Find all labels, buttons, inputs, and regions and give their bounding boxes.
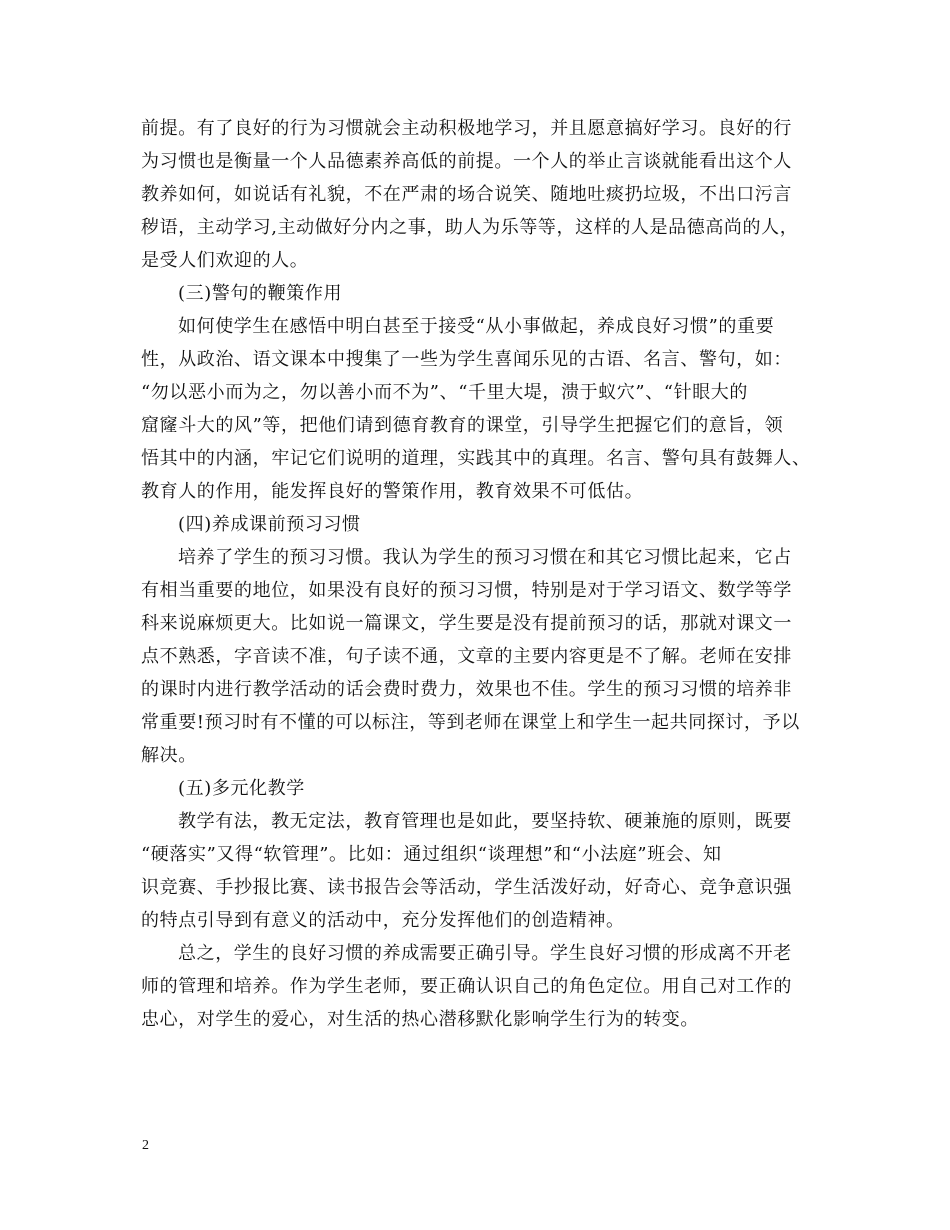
text-line: 教养如何，如说话有礼貌，不在严肃的场合说笑、随地吐痰扔垃圾，不出口污言 [141,184,792,205]
text-line: 忠心，对学生的爱心，对生活的热心潜移默化影响学生行为的转变。 [141,1009,699,1030]
page-number: 2 [142,1138,149,1153]
text-line: 如何使学生在感悟中明白甚至于接受“从小事做起，养成良好习惯”的重要 [178,316,775,337]
text-line: 点不熟悉，字音读不准，句子读不通，文章的主要内容更是不了解。老师在安排 [141,646,792,667]
text-line: 秽语，主动学习,主动做好分内之事，助人为乐等等，这样的人是品德高尚的人， [141,217,799,238]
text-line: 悟其中的内涵，牢记它们说明的道理，实践其中的真理。名言、警句具有鼓舞人、 [141,448,811,469]
text-line: 的课时内进行教学活动的话会费时费力，效果也不佳。学生的预习习惯的培养非 [141,679,792,700]
text-line: 窟窿斗大的风”等，把他们请到德育教育的课堂，引导学生把握它们的意旨，领 [141,415,784,436]
text-line: 性，从政治、语文课本中搜集了一些为学生喜闻乐见的古语、名言、警句，如： [141,349,792,370]
text-line: 科来说麻烦更大。比如说一篇课文，学生要是没有提前预习的话，那就对课文一 [141,613,792,634]
text-line: 总之，学生的良好习惯的养成需要正确引导。学生良好习惯的形成离不开老 [178,943,792,964]
text-line: “硬落实”又得“软管理”。比如：通过组织“谈理想”和“小法庭”班会、知 [141,844,722,865]
text-line: 常重要!预习时有不懂的可以标注，等到老师在课堂上和学生一起共同探讨，予以 [141,712,800,733]
text-line: 有相当重要的地位，如果没有良好的预习习惯，特别是对于学习语文、数学等学 [141,580,792,601]
text-line: 培养了学生的预习习惯。我认为学生的预习习惯在和其它习惯比起来，它占 [178,547,792,568]
text-line: 为习惯也是衡量一个人品德素养高低的前提。一个人的举止言谈就能看出这个人 [141,151,792,172]
text-line: 教学有法，教无定法，教育管理也是如此，要坚持软、硬兼施的原则，既要 [178,811,792,832]
body-text [141,112,813,1036]
text-line: (三)警句的鞭策作用 [178,283,343,304]
text-line: “勿以恶小而为之，勿以善小而不为”、“千里大堤，溃于蚁穴”、“针眼大的 [141,382,749,403]
text-line: (四)养成课前预习习惯 [178,514,361,535]
text-line: 教育人的作用，能发挥良好的警策作用，教育效果不可低估。 [141,481,644,502]
text-line: 识竞赛、手抄报比赛、读书报告会等活动，学生活泼好动，好奇心、竞争意识强 [141,877,792,898]
text-line: 前提。有了良好的行为习惯就会主动积极地学习，并且愿意搞好学习。良好的行 [141,118,792,139]
text-line: 的特点引导到有意义的活动中，充分发挥他们的创造精神。 [141,910,625,931]
text-line: 解决。 [141,745,197,766]
text-line: 是受人们欢迎的人。 [141,250,309,271]
text-line: 师的管理和培养。作为学生老师，要正确认识自己的角色定位。用自己对工作的 [141,976,792,997]
text-line: (五)多元化教学 [178,778,305,799]
